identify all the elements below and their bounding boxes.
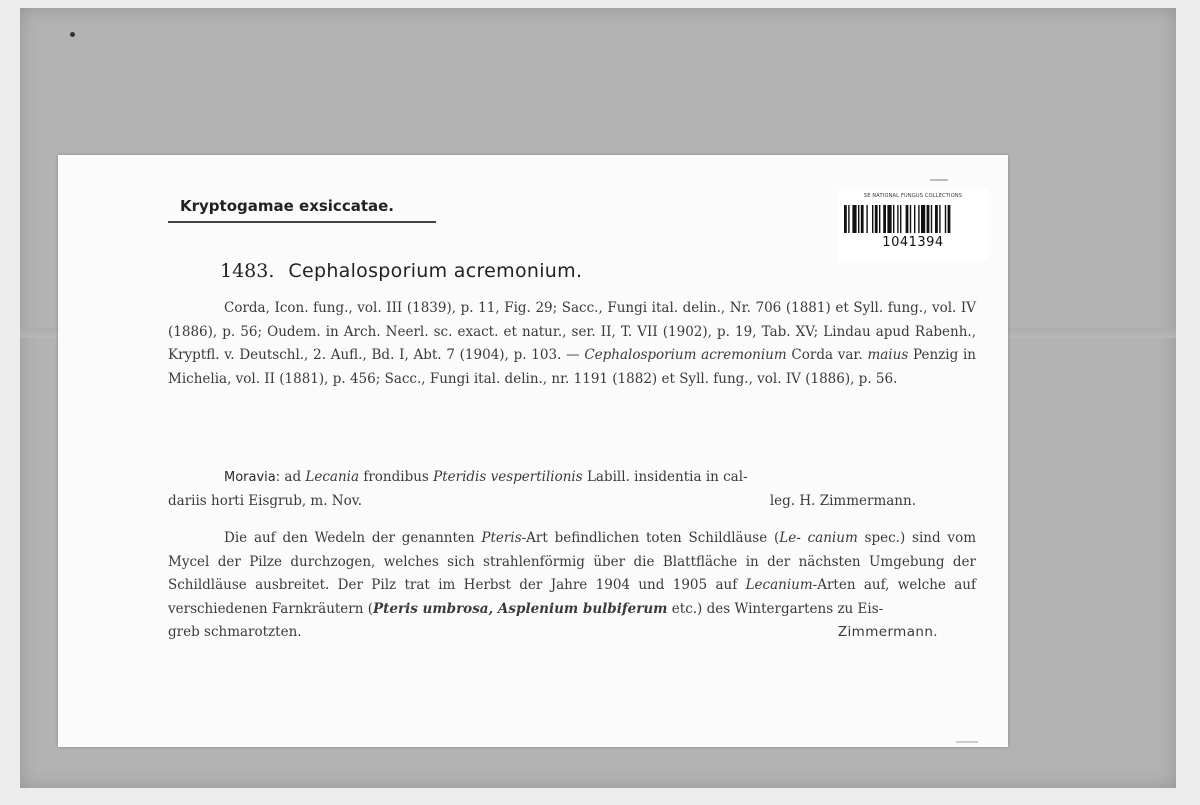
literature-references bbox=[168, 297, 976, 391]
locality-region: Moravia: bbox=[224, 470, 281, 485]
ref-species-italic: Cephalosporium acremonium bbox=[584, 347, 787, 363]
barcode-icon bbox=[844, 205, 982, 233]
locality-fragment: Labill. insidentia in cal- bbox=[582, 469, 748, 485]
barcode-label bbox=[838, 189, 988, 261]
species-name: Cephalosporium acremonium. bbox=[288, 260, 583, 282]
ref-line: (1881) et Syll. fung., vol. IV (1886), p. 56; Oudem. in Arch. Neerl. sc. exact. et natur., bbox=[168, 300, 977, 340]
series-title: Kryptogamae exsiccatae. bbox=[180, 197, 395, 215]
sheet-pin-hole bbox=[70, 32, 75, 37]
label-corner-mark bbox=[930, 179, 948, 181]
locality-line2: dariis horti Eisgrub, m. Nov. bbox=[168, 492, 363, 509]
specimen-notes bbox=[168, 527, 976, 645]
notes-fragment: etc.) des Wintergartens zu Eis- bbox=[667, 600, 884, 617]
specimen-heading bbox=[220, 260, 582, 282]
notes-fragment: spec.) sind vom Mycel der Pilze durchzogen, welches sich strahlenförmig über die Blattfläche in der nächsten Umgebung der Schildläuse ausbreitet. Der Pilz trat im Herbst der Jahre 1904 und 1905 auf bbox=[168, 530, 976, 593]
notes-fragment: greb schmarotzten. bbox=[168, 624, 302, 640]
barcode-number: 1041394 bbox=[882, 235, 944, 250]
ref-variety-italic: maius bbox=[867, 347, 909, 363]
notes-fragment: Die auf den Wedeln der genannten bbox=[224, 530, 482, 546]
collector: leg. H. Zimmermann. bbox=[769, 492, 916, 509]
barcode-header: SE NATIONAL FUNGUS COLLECTIONS bbox=[863, 193, 963, 199]
ref-line: 2. Aufl., Bd. I, Abt. 7 (1904), p. 103. — bbox=[313, 347, 585, 363]
locality-fragment: frondibus bbox=[359, 469, 434, 485]
notes-fragment: -Arten auf, welche auf verschiedenen Farnkräutern ( bbox=[168, 577, 976, 617]
notes-fragment: -Art befindlichen toten Schildläuse ( bbox=[521, 530, 780, 546]
label-corner-mark bbox=[956, 741, 978, 743]
locality-fragment: ad bbox=[280, 469, 306, 485]
host-plant: Pteridis vespertilionis bbox=[433, 469, 583, 485]
notes-italic: Le- bbox=[779, 530, 801, 546]
notes-italic: Lecanium bbox=[745, 577, 813, 593]
exsiccata-number: 1483. bbox=[220, 260, 275, 282]
host-genus: Lecania bbox=[305, 469, 360, 485]
ref-line: Penzig in Michelia, vol. II (1881), p. 456; Sacc., Fungi ital. delin., nr. 1191 (1882) et bbox=[168, 347, 976, 387]
ref-line: ser. II, T. VII (1902), p. 19, Tab. XV; Lindau apud Rabenh., Kryptfl. v. Deutschl., bbox=[168, 323, 976, 363]
ref-line: Syll. fung., vol. IV (1886), p. 56. bbox=[679, 370, 898, 387]
series-title-underline bbox=[168, 221, 436, 223]
notes-italic: Pteris bbox=[481, 530, 522, 546]
locality-text bbox=[168, 466, 976, 513]
ref-line: Corda, Icon. fung., vol. III (1839), p. 11, Fig. 29; Sacc., Fungi ital. delin., Nr. 706 bbox=[224, 300, 782, 316]
ref-line: Corda var. bbox=[786, 347, 868, 363]
specimen-label bbox=[58, 155, 1008, 747]
notes-italic: Pteris umbrosa, Asplenium bulbiferum bbox=[373, 600, 668, 617]
author-signature: Zimmermann. bbox=[837, 624, 938, 640]
notes-italic: canium bbox=[807, 530, 858, 546]
